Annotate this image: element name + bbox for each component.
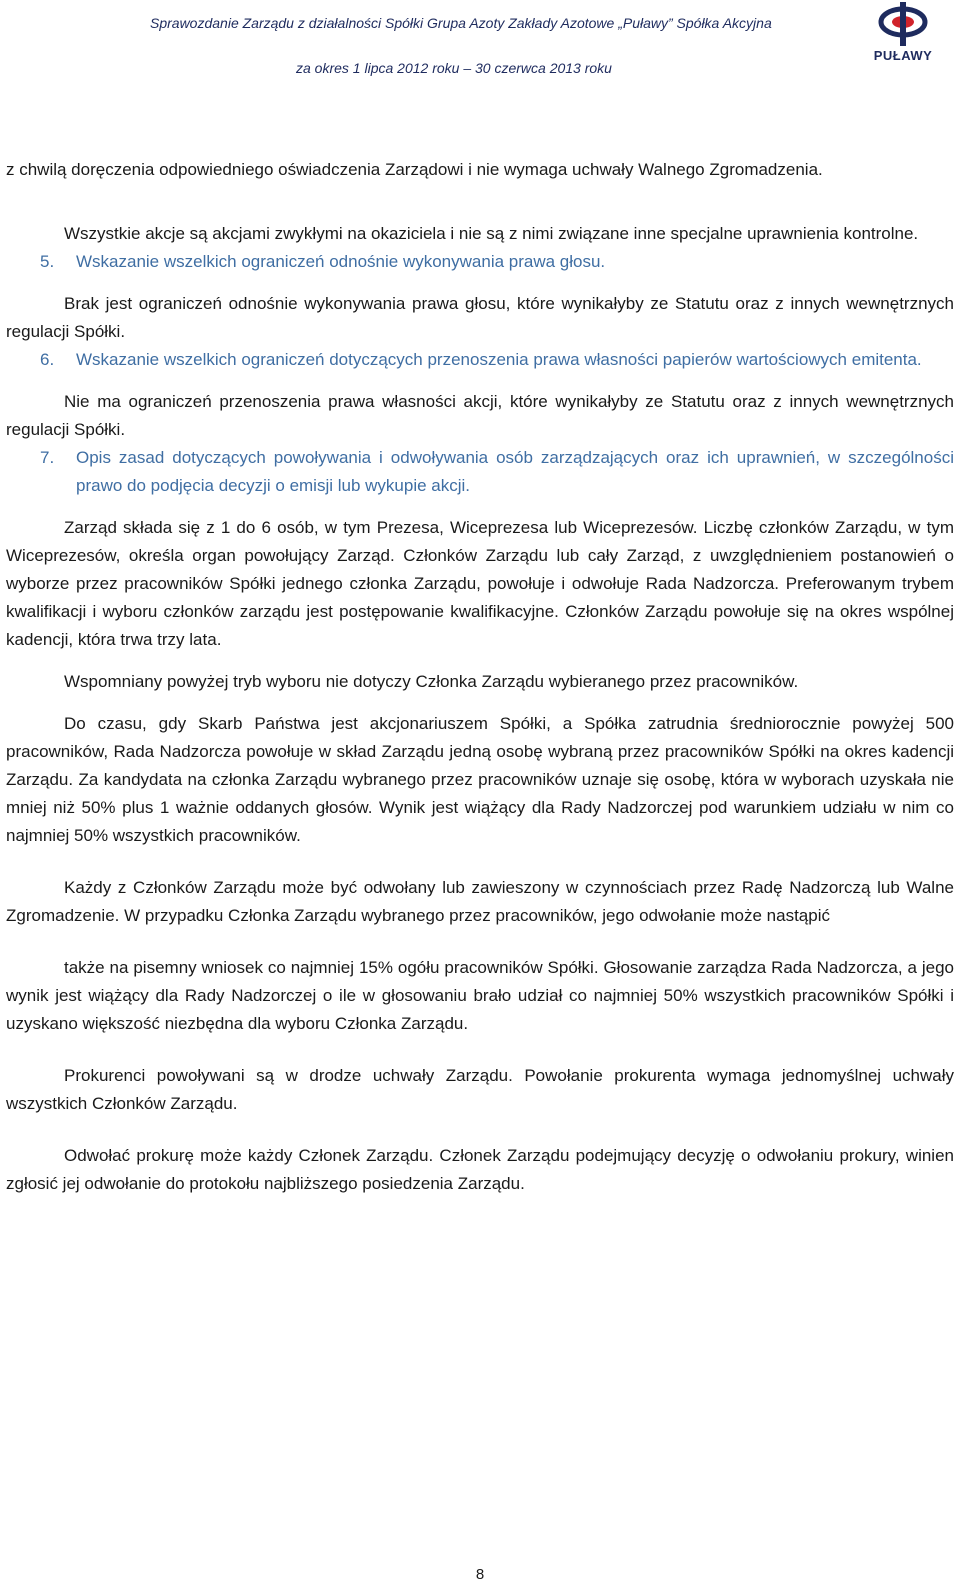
section-heading-5 (6, 248, 954, 276)
paragraph: Brak jest ograniczeń odnośnie wykonywania prawa głosu, które wynikałyby ze Statutu oraz z innych wewnętrznych regulacji Spółki. (6, 294, 954, 341)
header-period: za okres 1 lipca 2012 roku – 30 czerwca 2013 roku (296, 60, 612, 76)
paragraph: Prokurenci powoływani są w drodze uchwały Zarządu. Powołanie prokurenta wymaga jednomyślnej uchwały wszystkich Członków Zarządu. (6, 1066, 954, 1113)
paragraph: Każdy z Członków Zarządu może być odwołany lub zawieszony w czynnościach przez Radę Nadzorczą lub Walne Zgromadzenie. W przypadku Członka Zarządu wybranego przez pracowników, jego odwołanie może nastąpić (6, 878, 954, 925)
document-body (6, 156, 954, 1198)
section-heading-7 (6, 444, 954, 500)
company-logo (872, 2, 934, 72)
section-number: 5. (40, 252, 55, 271)
paragraph: z chwilą doręczenia odpowiedniego oświadczenia Zarządowi i nie wymaga uchwały Walnego Zgromadzenia. (6, 160, 823, 179)
section-number: 6. (40, 350, 55, 369)
page-header (0, 0, 960, 90)
paragraph: Do czasu, gdy Skarb Państwa jest akcjonariuszem Spółki, a Spółka zatrudnia średniorocznie powyżej 500 pracowników, Rada Nadzorcza powołuje w skład Zarządu jedną osobę wybraną przez pracowników Spółki na okres kadencji Zarządu. Za kandydata na członka Zarządu wybranego przez pracowników uznaje się osobę, która w wyborach uzyskała nie mniej niż 50% plus 1 ważnie oddanych głosów. Wynik jest wiążący dla Rady Nadzorczej pod warunkiem udziału w nim co najmniej 50% wszystkich pracowników. (6, 714, 954, 845)
paragraph: Nie ma ograniczeń przenoszenia prawa własności akcji, które wynikałyby ze Statutu oraz z innych wewnętrznych regulacji Spółki. (6, 392, 954, 439)
paragraph: Wspomniany powyżej tryb wyboru nie dotyczy Członka Zarządu wybieranego przez pracowników. (64, 672, 799, 691)
section-heading-6 (6, 346, 954, 374)
paragraph: Odwołać prokurę może każdy Członek Zarządu. Członek Zarządu podejmujący decyzję o odwołaniu prokury, winien zgłosić jej odwołanie do protokołu najbliższego posiedzenia Zarządu. (6, 1146, 954, 1193)
section-title: Wskazanie wszelkich ograniczeń odnośnie wykonywania prawa głosu. (76, 252, 606, 271)
header-title: Sprawozdanie Zarządu z działalności Spółki Grupa Azoty Zakłady Azotowe „Puławy” Spółka Akcyjna (150, 15, 772, 31)
page-number: 8 (475, 1566, 485, 1583)
section-number: 7. (40, 448, 55, 467)
paragraph: Wszystkie akcje są akcjami zwykłymi na okaziciela i nie są z nimi związane inne specjalne uprawnienia kontrolne. (64, 224, 919, 243)
logo-emblem-icon (872, 2, 934, 48)
section-title: Wskazanie wszelkich ograniczeń dotyczących przenoszenia prawa własności papierów wartościowych emitenta. (76, 350, 922, 369)
paragraph: Zarząd składa się z 1 do 6 osób, w tym Prezesa, Wiceprezesa lub Wiceprezesów. Liczbę członków Zarządu, w tym Wiceprezesów, określa organ powołujący Zarząd. Członków Zarządu lub cały Zarząd, z uwzględnieniem postanowień o wyborze przez pracowników Spółki jednego członka Zarządu, powołuje i odwołuje Rada Nadzorcza. Preferowanym trybem kwalifikacji i wyboru członków zarządu jest postępowanie kwalifikacyjne. Członków Zarządu powołuje się na okres wspólnej kadencji, która trwa trzy lata. (6, 518, 954, 649)
paragraph: także na pisemny wniosek co najmniej 15% ogółu pracowników Spółki. Głosowanie zarządza Rada Nadzorcza, a jego wynik jest wiążący dla Rady Nadzorczej o ile w głosowaniu brało udział co najmniej 50% wszystkich pracowników Spółki i uzyskano większość niezbędna dla wyboru Członka Zarządu. (6, 958, 954, 1033)
logo-text: PUŁAWY (873, 48, 933, 63)
section-title: Opis zasad dotyczących powoływania i odwoływania osób zarządzających oraz ich uprawnień, w szczególności prawo do podjęcia decyzji o emisji lub wykupie akcji. (76, 448, 954, 495)
